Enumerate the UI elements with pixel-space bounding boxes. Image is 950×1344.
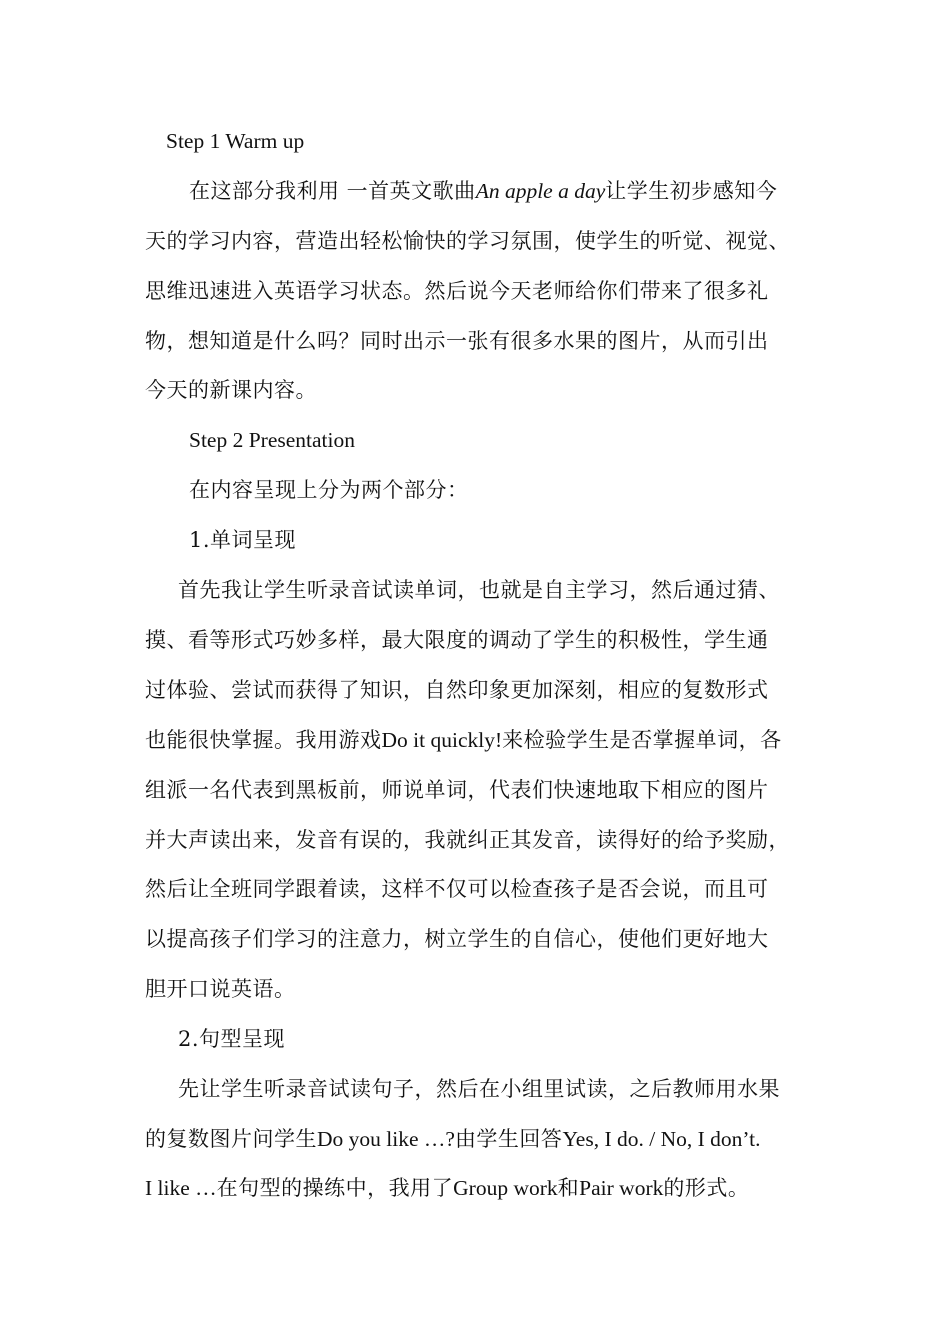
part1-line-1: 首先我让学生听录音试读单词，也就是自主学习，然后通过猜、	[178, 578, 780, 602]
part1-line-5: 组派一名代表到黑板前，师说单词，代表们快速地取下相应的图片	[145, 778, 769, 802]
part2-line-3-text-b: 和	[557, 1176, 580, 1200]
step1-line-1-text-a: 在这部分我利用 一首英文歌曲	[189, 179, 476, 203]
song-title: An apple a day	[475, 179, 606, 203]
part2-line-3-text-a: 在句型的操练中，我用了	[216, 1176, 454, 1200]
part1-title: 1.单词呈现	[189, 528, 297, 552]
part2-line-2-text-a: 的复数图片问学生	[145, 1127, 317, 1151]
group-work-term: Group work	[453, 1176, 558, 1200]
part1-line-2: 摸、看等形式巧妙多样，最大限度的调动了学生的积极性，学生通	[145, 628, 769, 652]
step1-line-3: 思维迅速进入英语学习状态。然后说今天老师给你们带来了很多礼	[145, 279, 769, 303]
part1-line-4	[145, 725, 782, 755]
part2-line-2	[145, 1124, 761, 1154]
i-like-pattern: I like …	[145, 1176, 217, 1200]
step1-line-1	[189, 176, 777, 206]
answer-pattern: Yes, I do. / No, I don’t.	[562, 1127, 761, 1151]
part1-line-3: 过体验、尝试而获得了知识，自然印象更加深刻，相应的复数形式	[145, 678, 769, 702]
part2-line-3-text-c: 的形式。	[663, 1176, 750, 1200]
question-pattern: Do you like …?	[317, 1127, 455, 1151]
step1-line-2: 天的学习内容，营造出轻松愉快的学习氛围，使学生的听觉、视觉、	[145, 229, 790, 253]
step1-line-5: 今天的新课内容。	[145, 378, 317, 402]
step1-heading: Step 1 Warm up	[166, 129, 305, 153]
step2-intro: 在内容呈现上分为两个部分：	[189, 478, 469, 502]
part1-line-7: 然后让全班同学跟着读，这样不仅可以检查孩子是否会说，而且可	[145, 877, 769, 901]
part2-line-3	[145, 1173, 749, 1203]
part2-line-1: 先让学生听录音试读句子，然后在小组里试读，之后教师用水果	[178, 1077, 780, 1101]
game-name: Do it quickly!	[381, 728, 503, 752]
part1-line-6: 并大声读出来，发音有误的，我就纠正其发音，读得好的给予奖励，	[145, 828, 790, 852]
pair-work-term: Pair work	[579, 1176, 664, 1200]
part1-line-4-text-b: 来检验学生是否掌握单词，各	[502, 728, 782, 752]
step1-line-4: 物，想知道是什么吗？同时出示一张有很多水果的图片，从而引出	[145, 329, 769, 353]
part1-line-8: 以提高孩子们学习的注意力，树立学生的自信心，使他们更好地大	[145, 927, 769, 951]
part1-line-9: 胆开口说英语。	[145, 977, 296, 1001]
part2-title: 2.句型呈现	[178, 1027, 286, 1051]
step1-line-1-text-b: 让学生初步感知今	[605, 179, 778, 203]
part2-line-2-text-b: 由学生回答	[454, 1127, 563, 1151]
step2-heading: Step 2 Presentation	[189, 428, 356, 452]
part1-line-4-text-a: 也能很快掌握。我用游戏	[145, 728, 382, 752]
